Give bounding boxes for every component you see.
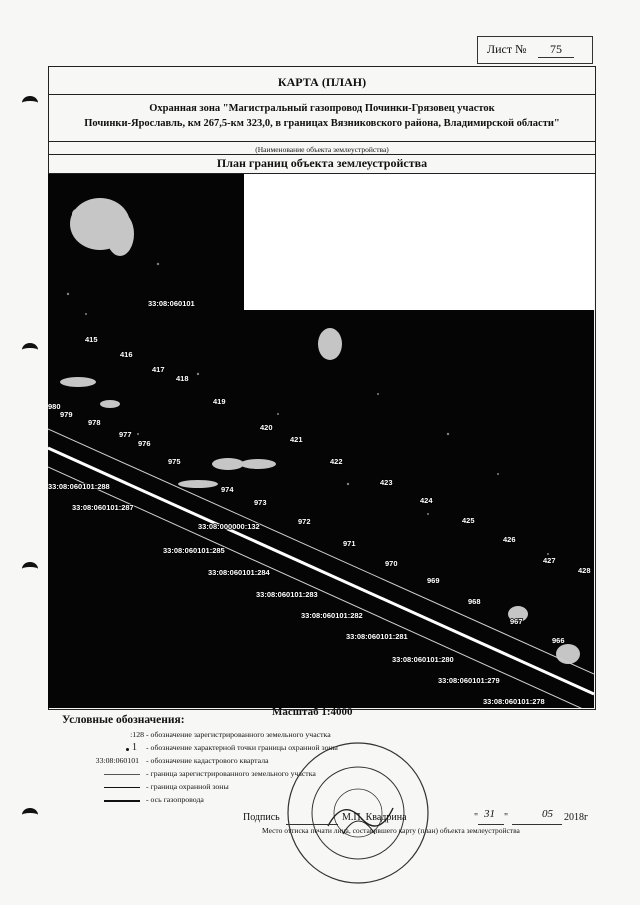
legend-symbol: 1 [132,742,137,753]
map-canvas [48,174,594,708]
point-label: 968 [468,597,481,606]
point-label: 420 [260,423,273,432]
point-label: 974 [221,485,234,494]
cadastral-parcel-label: 33:08:060101:284 [208,568,270,577]
cadastral-parcel-label: 33:08:060101:287 [72,503,134,512]
divider [49,94,595,95]
legend-text: - ось газопровода [146,795,204,804]
binder-hole-mark [22,808,38,822]
cadastral-parcel-label: 33:08:060101:285 [163,546,225,555]
date-underline [478,824,504,825]
blank-area [244,174,594,310]
point-label: 971 [343,539,356,548]
satellite-map [48,174,594,708]
legend-symbol: :128 [130,730,144,739]
date-close-quote: " [504,812,509,823]
object-name-line-2: Починки-Ярославль, км 267,5-км 323,0, в границах Вязниковского района, Владимирской области" [84,118,560,129]
legend-symbol: 33:08:060101 [95,756,139,765]
sheet-label: Лист № [487,42,527,56]
date-year: 2018г [564,812,589,823]
point-label: 977 [119,430,132,439]
point-marker-icon [126,748,129,751]
sheet-number-box [477,36,593,64]
point-label: 969 [427,576,440,585]
cadastral-labels [48,299,545,706]
signature-underline [286,824,338,825]
signature-label: Подпись [243,812,280,823]
plan-title: План границ объекта землеустройства [216,156,428,170]
date-underline [512,824,562,825]
point-label: 416 [120,350,133,359]
parcel-boundary-line-icon [104,774,140,775]
gas-pipeline-axis [48,448,594,694]
divider [49,154,595,155]
point-label: 426 [503,535,516,544]
boundary-point-labels [48,335,591,645]
legend-text: - обозначение кадастрового квартала [146,756,269,765]
cadastral-parcel-label: 33:08:060101:281 [346,632,408,641]
cadastral-parcel-label: 33:08:060101:282 [301,611,363,620]
point-label: 418 [176,374,189,383]
point-label: 421 [290,435,303,444]
pipeline-axis-line-icon [104,800,140,802]
sheet-number: 75 [538,42,574,58]
point-label: 972 [298,517,311,526]
point-label: 419 [213,397,226,406]
point-label: 967 [510,617,523,626]
point-label: 425 [462,516,475,525]
cadastral-parcel-label: 33:08:060101:288 [48,482,110,491]
point-label: 423 [380,478,393,487]
cadastral-parcel-label: 33:08:060101:278 [483,697,545,706]
point-label: 975 [168,457,181,466]
point-label: 966 [552,636,565,645]
point-label: 422 [330,457,343,466]
date-day: 31 [484,808,495,820]
point-label: 427 [543,556,556,565]
cadastral-parcel-label: 33:08:060101:279 [438,676,500,685]
point-label: 973 [254,498,267,507]
point-label: 424 [420,496,433,505]
point-label: 978 [88,418,101,427]
cadastral-parcel-label: 33:08:060101:280 [392,655,454,664]
map-scale: Масштаб 1:4000 [272,706,353,718]
legend-title: Условные обозначения: [62,714,185,726]
date-open-quote: " [474,812,479,823]
cadastral-parcel-label: 33:08:060101:283 [256,590,318,599]
legend-text: - граница охранной зоны [146,782,229,791]
point-label: 415 [85,335,98,344]
document-title: КАРТА (ПЛАН) [277,75,367,89]
cadastral-block-label: 33:08:060101 [148,299,195,308]
cadastral-parcel-label: 33:08:000000:132 [198,522,260,531]
binder-hole-mark [22,96,38,110]
object-name-line-1: Охранная зона "Магистральный газопровод Починки-Грязовец участок [149,103,495,114]
point-label: 976 [138,439,151,448]
legend-text: - обозначение характерной точки границы охранной зоны [146,743,338,752]
point-label: 417 [152,365,165,374]
legend-text: - обозначение зарегистрированного земельного участка [146,730,331,739]
binder-hole-mark [22,343,38,357]
point-label: 980 [48,402,61,411]
point-label: 979 [60,410,73,419]
signatory-name: М.П. Квадрина [342,812,407,823]
divider [49,141,595,142]
signature-caption: Место оттиска печати лица, составившего карту (план) объекта землеустройства [262,826,520,835]
binder-hole-mark [22,562,38,576]
legend-text: - граница зарегистрированного земельного участка [146,769,316,778]
zone-boundary-line-icon [104,787,140,788]
security-zone-boundary [48,429,594,674]
point-label: 428 [578,566,591,575]
date-month: 05 [542,808,553,820]
object-name-caption: (Наименование объекта землеустройства) [255,145,389,154]
point-label: 970 [385,559,398,568]
